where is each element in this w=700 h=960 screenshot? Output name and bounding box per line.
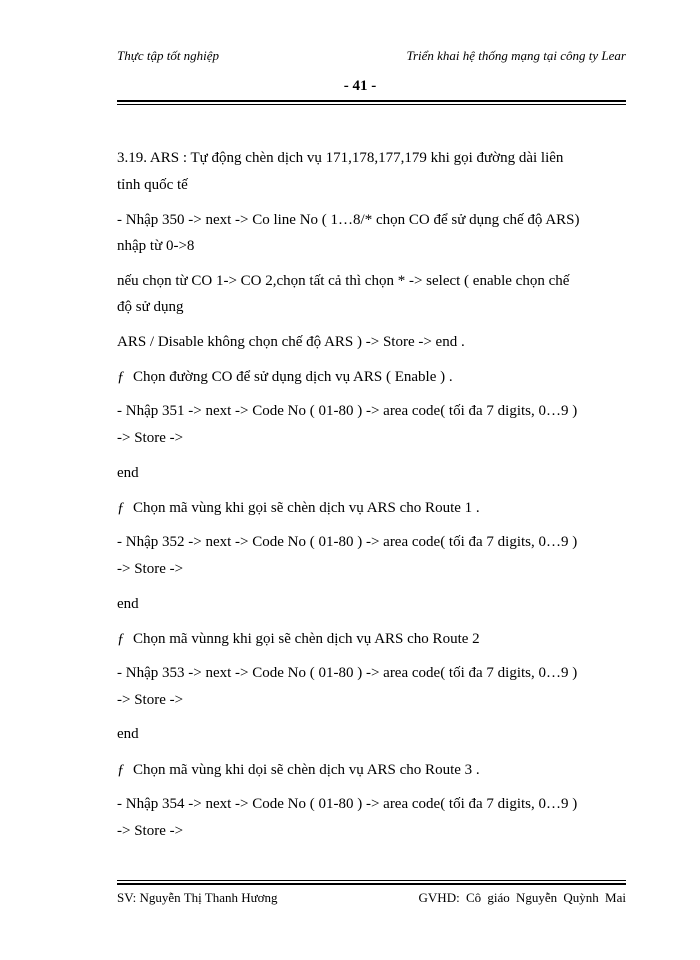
end-1: end bbox=[117, 465, 139, 481]
section-heading-line-2: tỉnh quốc tế bbox=[117, 177, 188, 193]
footer-advisor: GVHD: Cô giáo Nguyễn Quỳnh Mai bbox=[418, 890, 626, 905]
end-3: end bbox=[117, 726, 139, 742]
item-350-line-2: nhập từ 0->8 bbox=[117, 238, 195, 254]
bullet-f-icon: ƒ bbox=[117, 762, 125, 778]
item-354-line-2: -> Store -> bbox=[117, 823, 184, 839]
item-354-line-1: - Nhập 354 -> next -> Code No ( 01-80 ) -> area code( tối đa 7 digits, 0…9 ) bbox=[117, 796, 578, 812]
section-heading-line-1: 3.19. ARS : Tự động chèn dịch vụ 171,178,177,179 khi gọi đường dài liên bbox=[117, 150, 564, 166]
item-352-line-1: - Nhập 352 -> next -> Code No ( 01-80 ) -> area code( tối đa 7 digits, 0…9 ) bbox=[117, 534, 578, 550]
footer-divider bbox=[117, 880, 626, 885]
item-353-line-2: -> Store -> bbox=[117, 692, 184, 708]
bullet-4-text: Chọn mã vùng khi dọi sẽ chèn dịch vụ ARS cho Route 3 . bbox=[133, 762, 480, 778]
item-350-line-4: độ sử dụng bbox=[117, 299, 184, 315]
item-353-line-1: - Nhập 353 -> next -> Code No ( 01-80 ) -> area code( tối đa 7 digits, 0…9 ) bbox=[117, 665, 578, 681]
item-350-line-5: ARS / Disable không chọn chế độ ARS ) -> Store -> end . bbox=[117, 334, 465, 350]
item-350-line-3: nếu chọn từ CO 1-> CO 2,chọn tất cả thì chọn * -> select ( enable chọn chế bbox=[117, 273, 570, 289]
header-right-title: Triển khai hệ thống mạng tại công ty Lear bbox=[406, 48, 626, 63]
item-351-line-1: - Nhập 351 -> next -> Code No ( 01-80 ) -> area code( tối đa 7 digits, 0…9 ) bbox=[117, 403, 578, 419]
page-number: - 41 - bbox=[343, 78, 377, 94]
bullet-item-1 bbox=[117, 369, 453, 386]
bullet-f-icon: ƒ bbox=[117, 500, 125, 516]
item-351-line-2: -> Store -> bbox=[117, 430, 184, 446]
item-352-line-2: -> Store -> bbox=[117, 561, 184, 577]
item-350-line-1: - Nhập 350 -> next -> Co line No ( 1…8/* chọn CO để sử dụng chế độ ARS) bbox=[117, 212, 580, 228]
header-left-title: Thực tập tốt nghiệp bbox=[117, 48, 220, 63]
footer-student: SV: Nguyễn Thị Thanh Hương bbox=[117, 890, 278, 905]
bullet-2-text: Chọn mã vùng khi gọi sẽ chèn dịch vụ ARS cho Route 1 . bbox=[133, 500, 480, 516]
bullet-item-3 bbox=[117, 631, 480, 648]
bullet-f-icon: ƒ bbox=[117, 631, 125, 647]
bullet-item-2 bbox=[117, 500, 480, 517]
header-divider bbox=[117, 100, 626, 105]
bullet-f-icon: ƒ bbox=[117, 369, 125, 385]
bullet-3-text: Chọn mã vùnng khi gọi sẽ chèn dịch vụ ARS cho Route 2 bbox=[133, 631, 480, 647]
bullet-1-text: Chọn đường CO để sử dụng dịch vụ ARS ( Enable ) . bbox=[133, 369, 453, 385]
end-2: end bbox=[117, 596, 139, 612]
bullet-item-4 bbox=[117, 762, 480, 779]
